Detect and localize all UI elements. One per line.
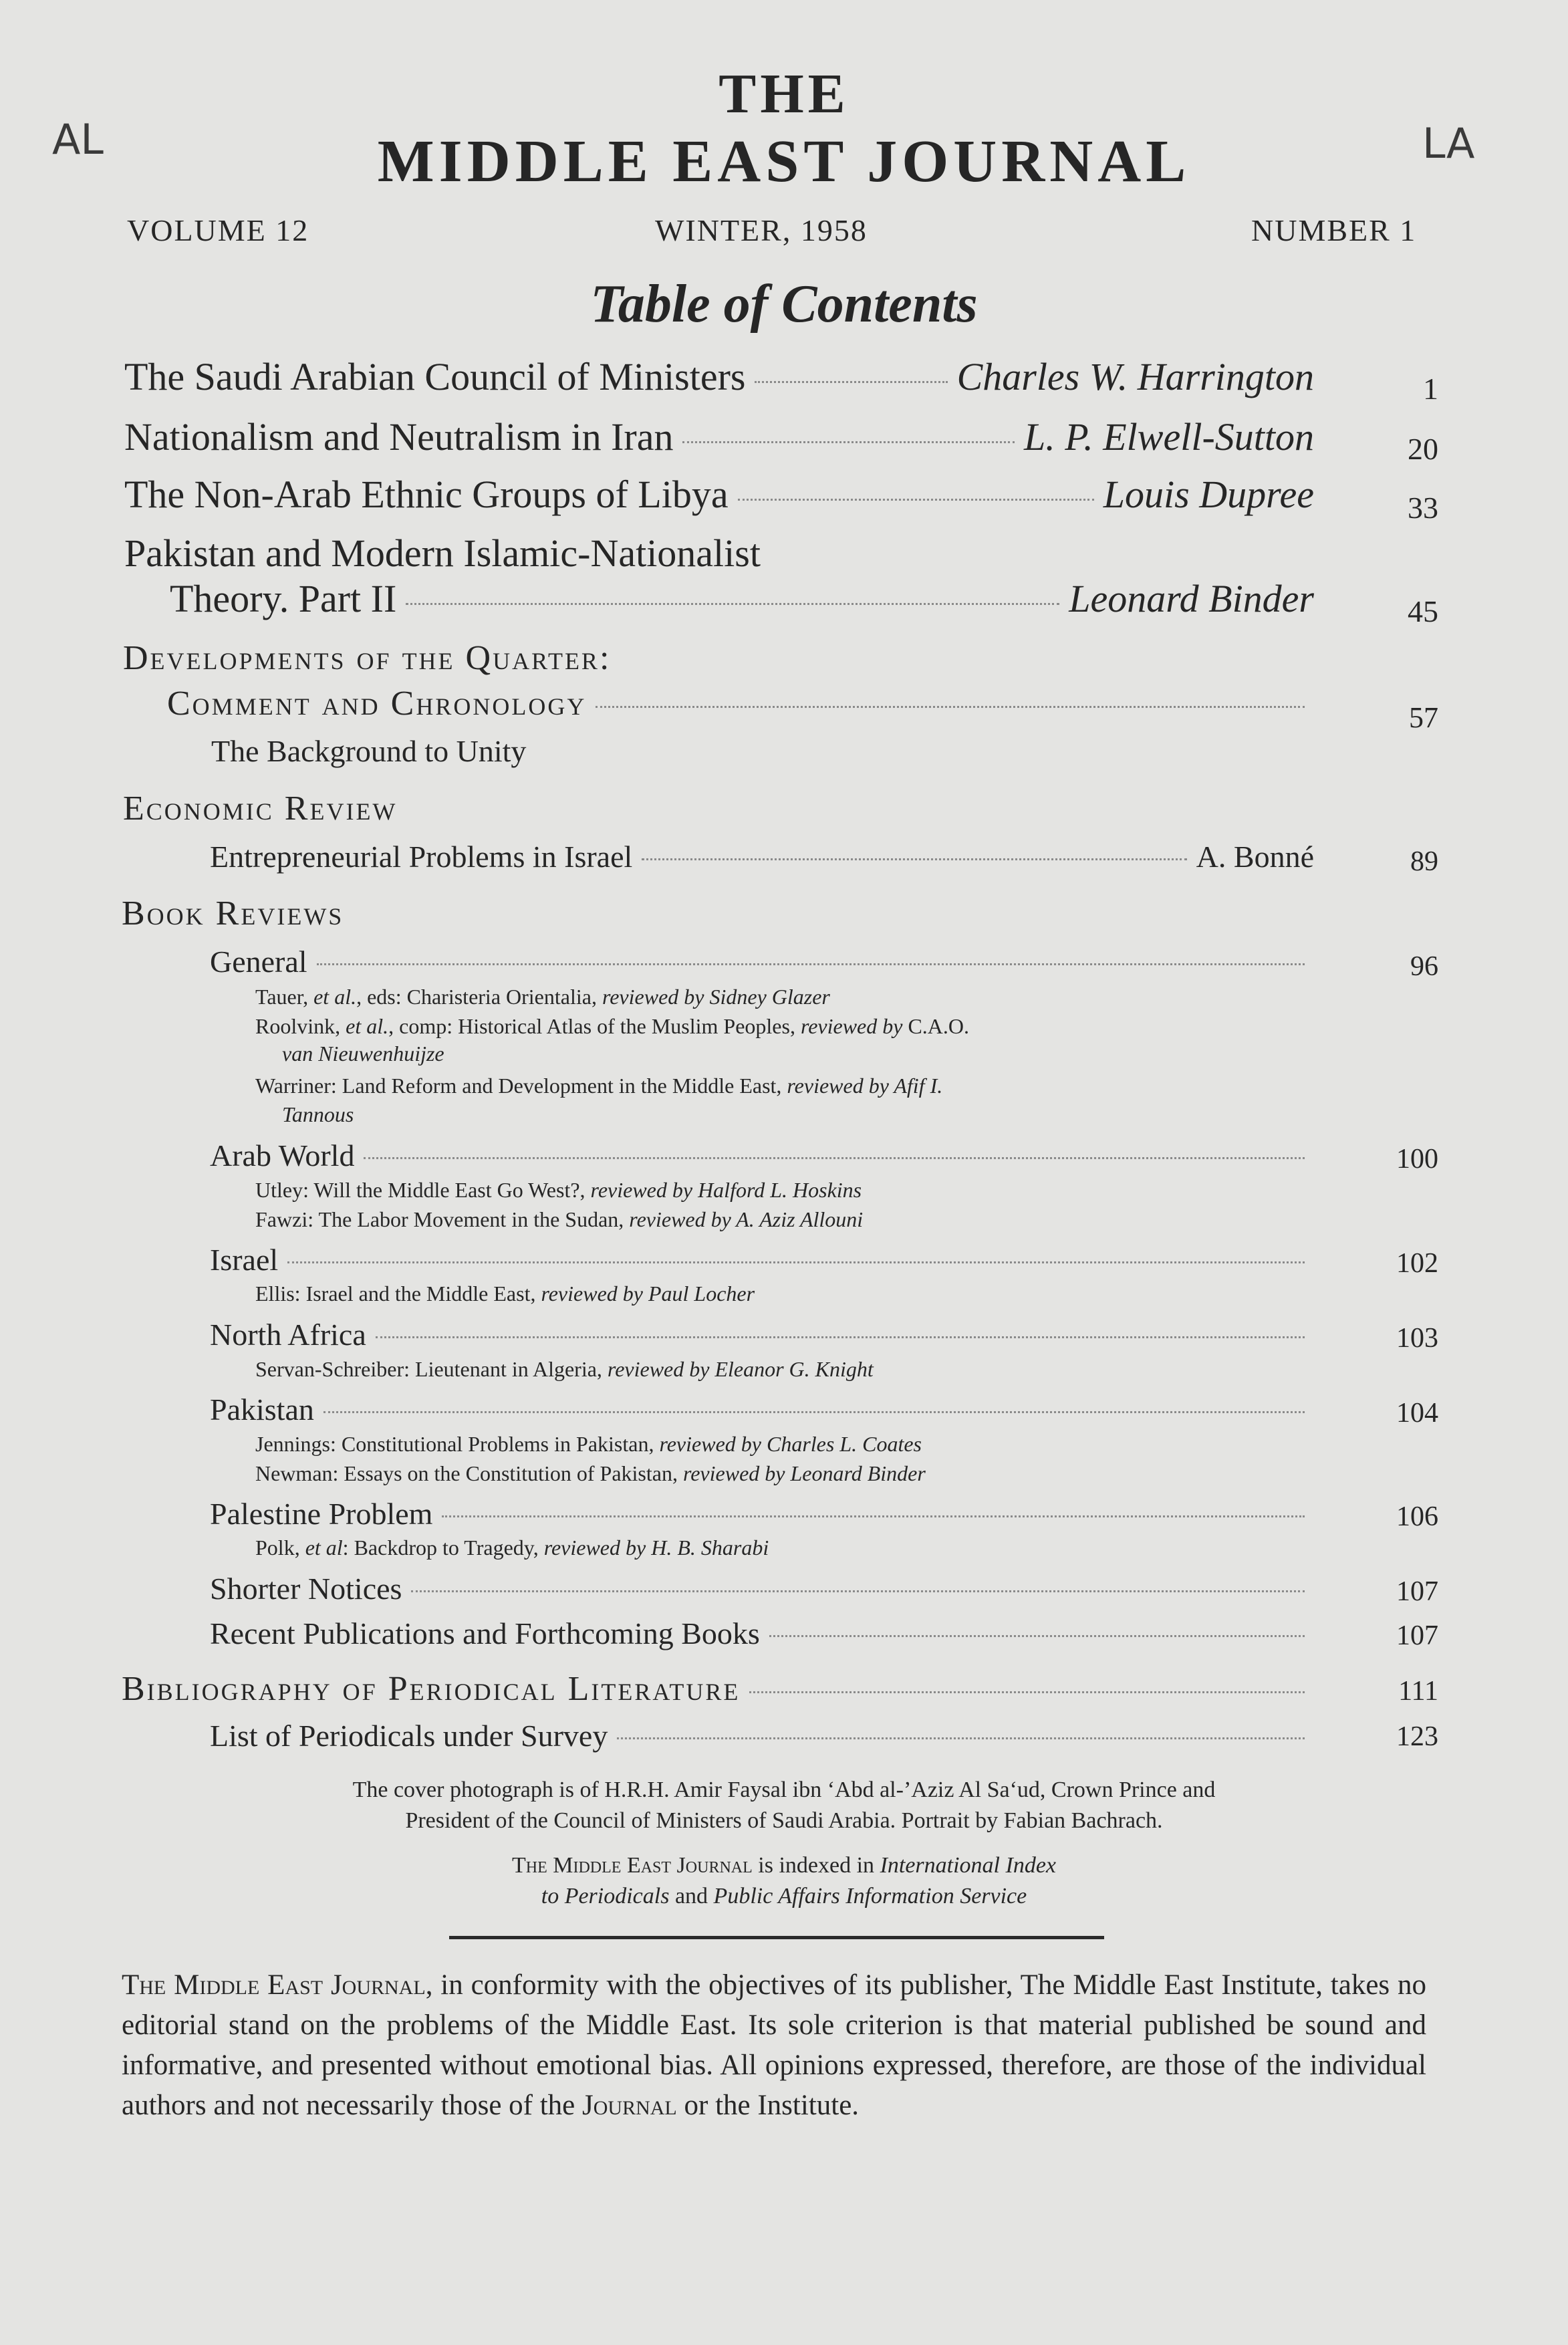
page-number: 33	[1408, 491, 1438, 525]
review-item: Jennings: Constitutional Problems in Pakistan, reviewed by Charles L. Coates	[255, 1432, 922, 1456]
toc-entry[interactable]	[210, 1392, 1314, 1427]
dot-leader	[682, 441, 1015, 443]
entry-title: Nationalism and Neutralism in Iran	[124, 415, 674, 459]
dot-leader	[617, 1737, 1305, 1739]
dot-leader	[755, 381, 947, 383]
toc-heading: Table of Contents	[590, 275, 978, 334]
section-heading-developments: Developments of the Quarter:	[123, 639, 612, 677]
journal-title-the: THE	[718, 63, 850, 125]
entry-title: Pakistan and Modern Islamic-Nationalist	[124, 531, 761, 575]
review-item: Fawzi: The Labor Movement in the Sudan, reviewed by A. Aziz Allouni	[255, 1207, 864, 1231]
toc-entry[interactable]	[124, 414, 1314, 459]
toc-entry[interactable]	[210, 1571, 1314, 1606]
review-item: Newman: Essays on the Constitution of Pakistan, reviewed by Leonard Binder	[255, 1461, 926, 1485]
toc-entry[interactable]	[167, 684, 1314, 723]
entry-title: Comment and Chronology	[167, 685, 587, 723]
review-item: Warriner: Land Reform and Development in the Middle East, reviewed by Afif I.	[255, 1074, 943, 1098]
review-item: Ellis: Israel and the Middle East, reviewed by Paul Locher	[255, 1281, 755, 1306]
issue-date: WINTER, 1958	[655, 213, 868, 247]
page-number: 104	[1396, 1398, 1438, 1429]
editorial-disclaimer: The Middle East Journal, in conformity with the objectives of its publisher, The Middle East Institute, takes no editorial stand on the problems of the Middle East. Its sole criterion is that material published be sound and informative, and presented without emotional bias. All opinions expressed, therefore, are those of the individual authors and not necessarily those of the Journal or the Institute.	[122, 1969, 1426, 2121]
dot-leader	[323, 1411, 1305, 1413]
dot-leader	[287, 1261, 1305, 1263]
review-item: Roolvink, et al., comp: Historical Atlas of the Muslim Peoples, reviewed by C.A.O.	[255, 1014, 970, 1038]
entry-author: Louis Dupree	[1103, 473, 1314, 516]
dot-leader	[376, 1336, 1305, 1338]
entry-title: North Africa	[210, 1318, 366, 1352]
entry-title: General	[210, 945, 307, 979]
entry-title: The Saudi Arabian Council of Ministers	[124, 355, 746, 398]
entry-title: Arab World	[210, 1138, 355, 1172]
review-item: Polk, et al: Backdrop to Tragedy, reviewed by H. B. Sharabi	[255, 1535, 769, 1560]
dot-leader	[596, 706, 1305, 708]
page-number: 100	[1396, 1144, 1438, 1175]
page-number: 103	[1396, 1323, 1438, 1354]
entry-title: Entrepreneurial Problems in Israel	[210, 840, 633, 874]
toc-entry[interactable]	[210, 1138, 1314, 1173]
entry-title: Shorter Notices	[210, 1572, 402, 1606]
volume-label: VOLUME 12	[127, 213, 309, 247]
issue-number: NUMBER 1	[1251, 213, 1417, 247]
toc-entry[interactable]	[210, 839, 1314, 874]
toc-entry-title-line1[interactable]	[124, 531, 1314, 576]
toc-entry[interactable]	[210, 1718, 1314, 1753]
toc-entry[interactable]	[124, 354, 1314, 399]
review-item-continued: van Nieuwenhuijze	[282, 1041, 444, 1066]
section-heading-economic: Economic Review	[123, 789, 398, 828]
page-number: 107	[1396, 1576, 1438, 1607]
page-number: 20	[1408, 432, 1438, 466]
handwritten-mark-right: LA	[1422, 119, 1475, 168]
toc-entry[interactable]	[210, 944, 1314, 979]
page-number: 102	[1396, 1248, 1438, 1279]
entry-author: Charles W. Harrington	[956, 355, 1314, 398]
entry-title: Israel	[210, 1243, 279, 1277]
toc-entry[interactable]	[122, 1669, 1314, 1709]
divider-rule	[449, 1936, 1104, 1939]
page-number: 107	[1396, 1620, 1438, 1651]
section-heading-book-reviews: Book Reviews	[122, 894, 344, 933]
section-heading-bibliography: Bibliography of Periodical Literature	[122, 1670, 741, 1708]
entry-title: The Non-Arab Ethnic Groups of Libya	[124, 473, 729, 516]
page-number: 89	[1410, 846, 1438, 877]
dot-leader	[769, 1635, 1305, 1637]
toc-entry[interactable]	[210, 1242, 1314, 1277]
index-note: The Middle East Journal is indexed in International Index	[511, 1853, 1056, 1878]
review-item-continued: Tannous	[282, 1102, 354, 1126]
journal-title: MIDDLE EAST JOURNAL	[377, 128, 1191, 195]
index-note: to Periodicals and Public Affairs Information Service	[541, 1884, 1027, 1908]
dot-leader	[317, 963, 1305, 965]
dot-leader	[749, 1691, 1305, 1693]
toc-entry[interactable]	[124, 472, 1314, 517]
entry-title: Recent Publications and Forthcoming Books	[210, 1616, 760, 1650]
toc-entry[interactable]	[210, 1317, 1314, 1352]
page-number: 45	[1408, 594, 1438, 628]
dot-leader	[364, 1157, 1305, 1159]
page-number: 1	[1423, 372, 1438, 406]
entry-title: Theory. Part II	[170, 577, 397, 620]
dot-leader	[642, 858, 1186, 860]
dot-leader	[406, 603, 1059, 605]
cover-note-line: President of the Council of Ministers of Saudi Arabia. Portrait by Fabian Bachrach.	[405, 1808, 1163, 1833]
entry-author: Leonard Binder	[1069, 577, 1314, 620]
page-number: 111	[1398, 1676, 1438, 1707]
page-number: 57	[1409, 701, 1438, 734]
handwritten-mark-left: AL	[52, 115, 104, 164]
page-number: 106	[1396, 1501, 1438, 1532]
dot-leader	[411, 1590, 1305, 1592]
toc-entry[interactable]	[210, 1616, 1314, 1651]
page-number: 123	[1396, 1721, 1438, 1752]
page-number: 96	[1410, 951, 1438, 982]
entry-title: Palestine Problem	[210, 1497, 433, 1531]
entry-title: Pakistan	[210, 1392, 314, 1427]
subsection-title: The Background to Unity	[211, 734, 527, 768]
dot-leader	[442, 1515, 1305, 1517]
review-item: Utley: Will the Middle East Go West?, reviewed by Halford L. Hoskins	[255, 1178, 862, 1202]
toc-entry[interactable]	[170, 576, 1314, 621]
entry-title: List of Periodicals under Survey	[210, 1719, 608, 1753]
dot-leader	[738, 499, 1094, 501]
toc-entry[interactable]	[210, 1496, 1314, 1531]
review-item: Tauer, et al., eds: Charisteria Orientalia, reviewed by Sidney Glazer	[255, 985, 830, 1009]
entry-author: L. P. Elwell-Sutton	[1024, 415, 1314, 459]
cover-note-line: The cover photograph is of H.R.H. Amir Faysal ibn ‘Abd al-’Aziz Al Sa‘ud, Crown Prince and	[352, 1777, 1216, 1802]
entry-author: A. Bonné	[1196, 840, 1314, 874]
review-item: Servan-Schreiber: Lieutenant in Algeria, reviewed by Eleanor G. Knight	[255, 1357, 874, 1381]
